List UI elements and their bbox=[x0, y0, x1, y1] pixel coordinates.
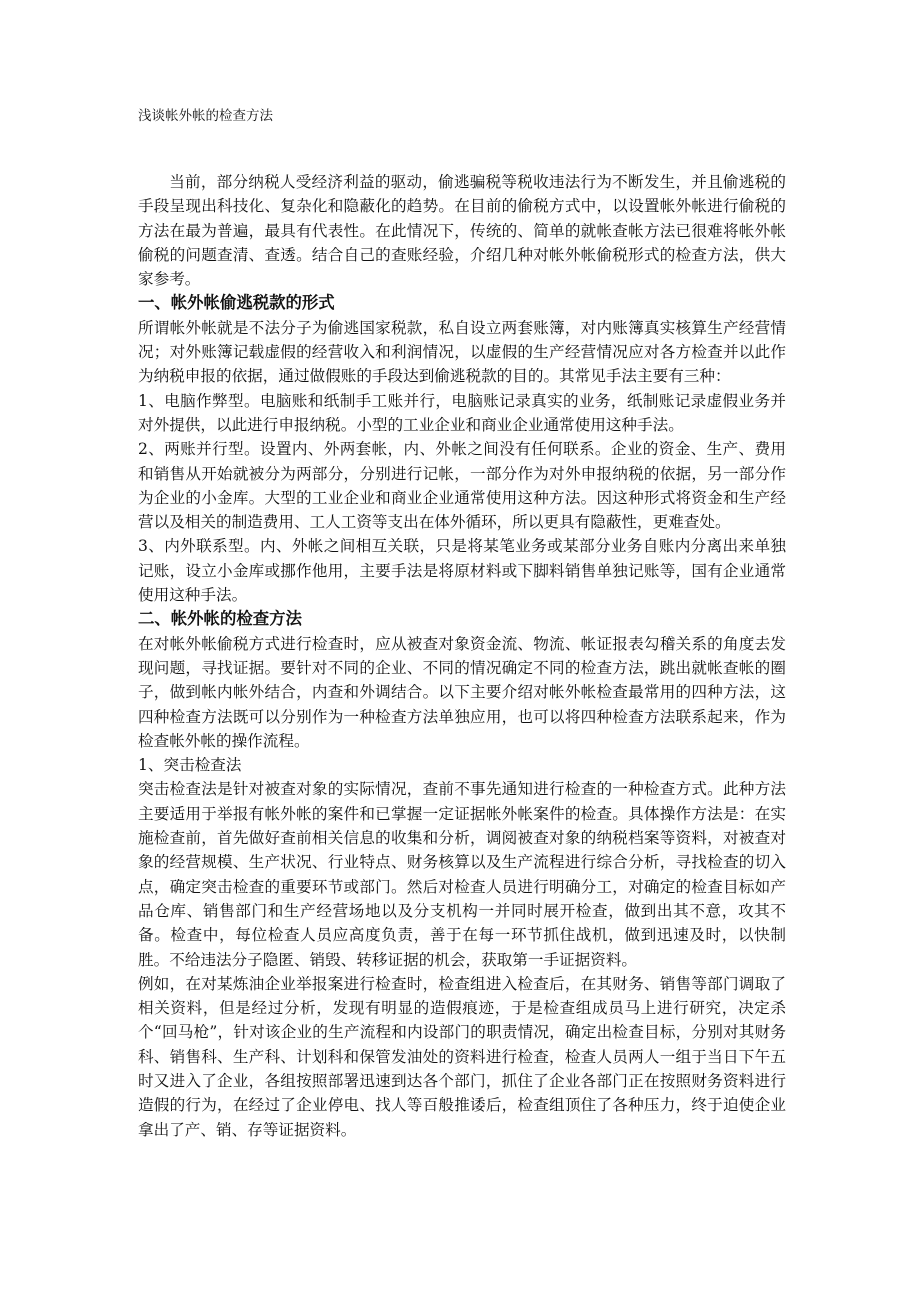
document-body bbox=[138, 170, 786, 1142]
document-title: 浅谈帐外帐的检查方法 bbox=[138, 108, 273, 124]
section-1-item-2: 2、两账并行型。设置内、外两套帐，内、外帐之间没有任何联系。企业的资金、生产、费用和销售从开始就被分为两部分，分别进行记帐，一部分作为对外申报纳税的依据，另一部分作为企业的小金库。大型的工业企业和商业企业通常使用这种方法。因这种形式将资金和生产经营以及相关的制造费用、工人工资等支出在体外循环，所以更具有隐蔽性，更难查处。 bbox=[138, 440, 786, 532]
section-1-item-3: 3、内外联系型。内、外帐之间相互关联，只是将某笔业务或某部分业务自账内分离出来单独记账，设立小金库或挪作他用，主要手法是将原材料或下脚料销售单独记账等，国有企业通常使用这种手法。 bbox=[138, 537, 786, 605]
intro-paragraph: 当前，部分纳税人受经济利益的驱动，偷逃骗税等税收违法行为不断发生，并且偷逃税的手段呈现出科技化、复杂化和隐蔽化的趋势。在目前的偷税方式中，以设置帐外帐进行偷税的方法在最为普遍，最具有代表性。在此情况下，传统的、简单的就帐查帐方法已很难将帐外帐偷税的问题查清、查透。结合自己的查账经验，介绍几种对帐外帐偷税形式的检查方法，供大家参考。 bbox=[138, 173, 786, 289]
section-2-heading: 二、帐外帐的检查方法 bbox=[138, 609, 302, 629]
section-1-item-1: 1、电脑作弊型。电脑账和纸制手工账并行，电脑账记录真实的业务，纸制账记录虚假业务并对外提供，以此进行申报纳税。小型的工业企业和商业企业通常使用这种手法。 bbox=[138, 391, 786, 434]
section-2-method-paragraph: 突击检查法是针对被查对象的实际情况，查前不事先通知进行检查的一种检查方式。此种方法主要适用于举报有帐外帐的案件和已掌握一定证据帐外帐案件的检查。具体操作方法是：在实施检查前，首先做好查前相关信息的收集和分析，调阅被查对象的纳税档案等资料，对被查对象的经营规模、生产状况、行业特点、财务核算以及生产流程进行综合分析，寻找检查的切入点，确定突击检查的重要环节或部门。然后对检查人员进行明确分工，对确定的检查目标如产品仓库、销售部门和生产经营场地以及分支机构一并同时展开检查，做到出其不意，攻其不备。检查中，每位检查人员应高度负责，善于在每一环节抓住战机，做到迅速及时，以快制胜。不给违法分子隐匿、销毁、转移证据的机会，获取第一手证据资料。 bbox=[138, 780, 786, 969]
section-2-paragraph: 在对帐外帐偷税方式进行检查时，应从被查对象资金流、物流、帐证报表勾稽关系的角度去发现问题，寻找证据。要针对不同的企业、不同的情况确定不同的检查方法，跳出就帐查帐的圈子，做到帐内帐外结合，内查和外调结合。以下主要介绍对帐外帐检查最常用的四种方法，这四种检查方法既可以分别作为一种检查方法单独应用，也可以将四种检查方法联系起来，作为检查帐外帐的操作流程。 bbox=[138, 634, 786, 750]
section-1-paragraph: 所谓帐外帐就是不法分子为偷逃国家税款，私自设立两套账簿，对内账簿真实核算生产经营情况；对外账簿记载虚假的经营收入和利润情况，以虚假的生产经营情况应对各方检查并以此作为纳税申报的依据，通过做假账的手段达到偷逃税款的目的。其常见手法主要有三种： bbox=[138, 318, 786, 386]
section-2-subheading: 1、突击检查法 bbox=[138, 756, 242, 775]
section-1-heading: 一、帐外帐偷逃税款的形式 bbox=[138, 293, 335, 313]
section-2-example-paragraph: 例如，在对某炼油企业举报案进行检查时，检查组进入检查后，在其财务、销售等部门调取了相关资料，但是经过分析，发现有明显的造假痕迹，于是检查组成员马上进行研究，决定杀个“回马枪”，针对该企业的生产流程和内设部门的职责情况，确定出检查目标，分别对其财务科、销售科、生产科、计划科和保管发油处的资料进行检查，检查人员两人一组于当日下午五时又进入了企业，各组按照部署迅速到达各个部门，抓住了企业各部门正在按照财务资料进行造假的行为，在经过了企业停电、找人等百般推诿后，检查组顶住了各种压力，终于迫使企业拿出了产、销、存等证据资料。 bbox=[138, 974, 786, 1139]
